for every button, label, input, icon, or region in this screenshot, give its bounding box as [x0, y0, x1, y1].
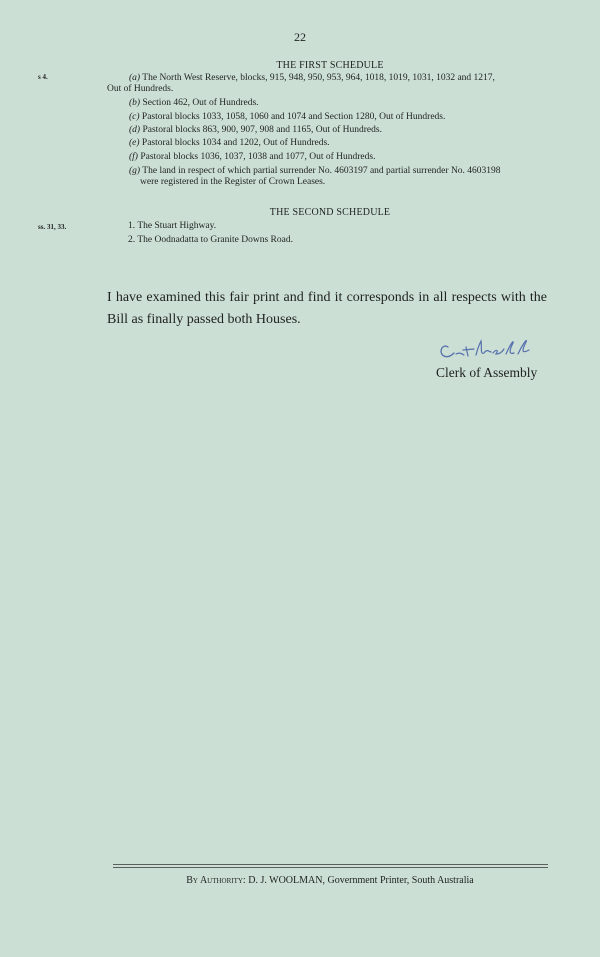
item-text: Section 462, Out of Hundreds.: [142, 98, 259, 108]
footer-rule-bottom: [113, 867, 548, 868]
item-text: Pastoral blocks 1033, 1058, 1060 and 1074 and Section 1280, Out of Hundreds.: [141, 112, 446, 122]
item-label: (c): [129, 112, 140, 122]
item-label: (f): [129, 152, 138, 162]
item-text: Pastoral blocks 1036, 1037, 1038 and 1077, Out of Hundreds.: [140, 152, 376, 162]
item-text-continued: Out of Hundreds.: [107, 84, 174, 94]
item-text: Pastoral blocks 863, 900, 907, 908 and 1165, Out of Hundreds.: [142, 125, 382, 135]
item-text: Pastoral blocks 1034 and 1202, Out of Hundreds.: [141, 138, 330, 148]
first-schedule-item-b: [107, 98, 542, 109]
signature-role: Clerk of Assembly: [436, 365, 538, 380]
first-schedule-item-e: [107, 138, 542, 149]
item-label: (b): [129, 98, 141, 108]
item-label: (e): [129, 138, 140, 148]
item-label: (d): [129, 125, 141, 135]
item-text-continued: were registered in the Register of Crown Leases.: [140, 177, 326, 187]
certificate-text: I have examined this fair print and find it corresponds in all respects with the Bill as finally passed both Houses.: [107, 290, 547, 327]
first-schedule-item-f: [107, 152, 542, 163]
second-schedule-title: THE SECOND SCHEDULE: [269, 207, 391, 218]
printer-imprint: [0, 875, 600, 886]
page-number: 22: [294, 30, 306, 44]
first-schedule-item-a: [107, 73, 542, 95]
item-text: The land in respect of which partial surrender No. 4603197 and partial surrender No. 4603198: [142, 166, 501, 176]
second-schedule-item-1: 1. The Stuart Highway.: [128, 221, 217, 231]
first-schedule-margin-note: s 4.: [38, 73, 48, 81]
footer-rule-top: [113, 864, 548, 865]
first-schedule-title: THE FIRST SCHEDULE: [276, 60, 384, 71]
authority-label: By Authority:: [186, 875, 246, 886]
handwritten-signature: [436, 335, 536, 365]
first-schedule-item-c: [107, 112, 542, 123]
first-schedule-item-d: [107, 125, 542, 136]
second-schedule-margin-note: ss. 31, 33.: [38, 223, 67, 231]
first-schedule-item-g: [107, 166, 542, 188]
item-label: (g): [129, 166, 141, 176]
item-label: (a): [129, 73, 141, 83]
item-text: The North West Reserve, blocks, 915, 948, 950, 953, 964, 1018, 1019, 1031, 1032 and 1217,: [142, 73, 495, 83]
second-schedule-item-2: 2. The Oodnadatta to Granite Downs Road.: [128, 235, 293, 245]
authority-text: D. J. WOOLMAN, Government Printer, South Australia: [248, 875, 474, 886]
